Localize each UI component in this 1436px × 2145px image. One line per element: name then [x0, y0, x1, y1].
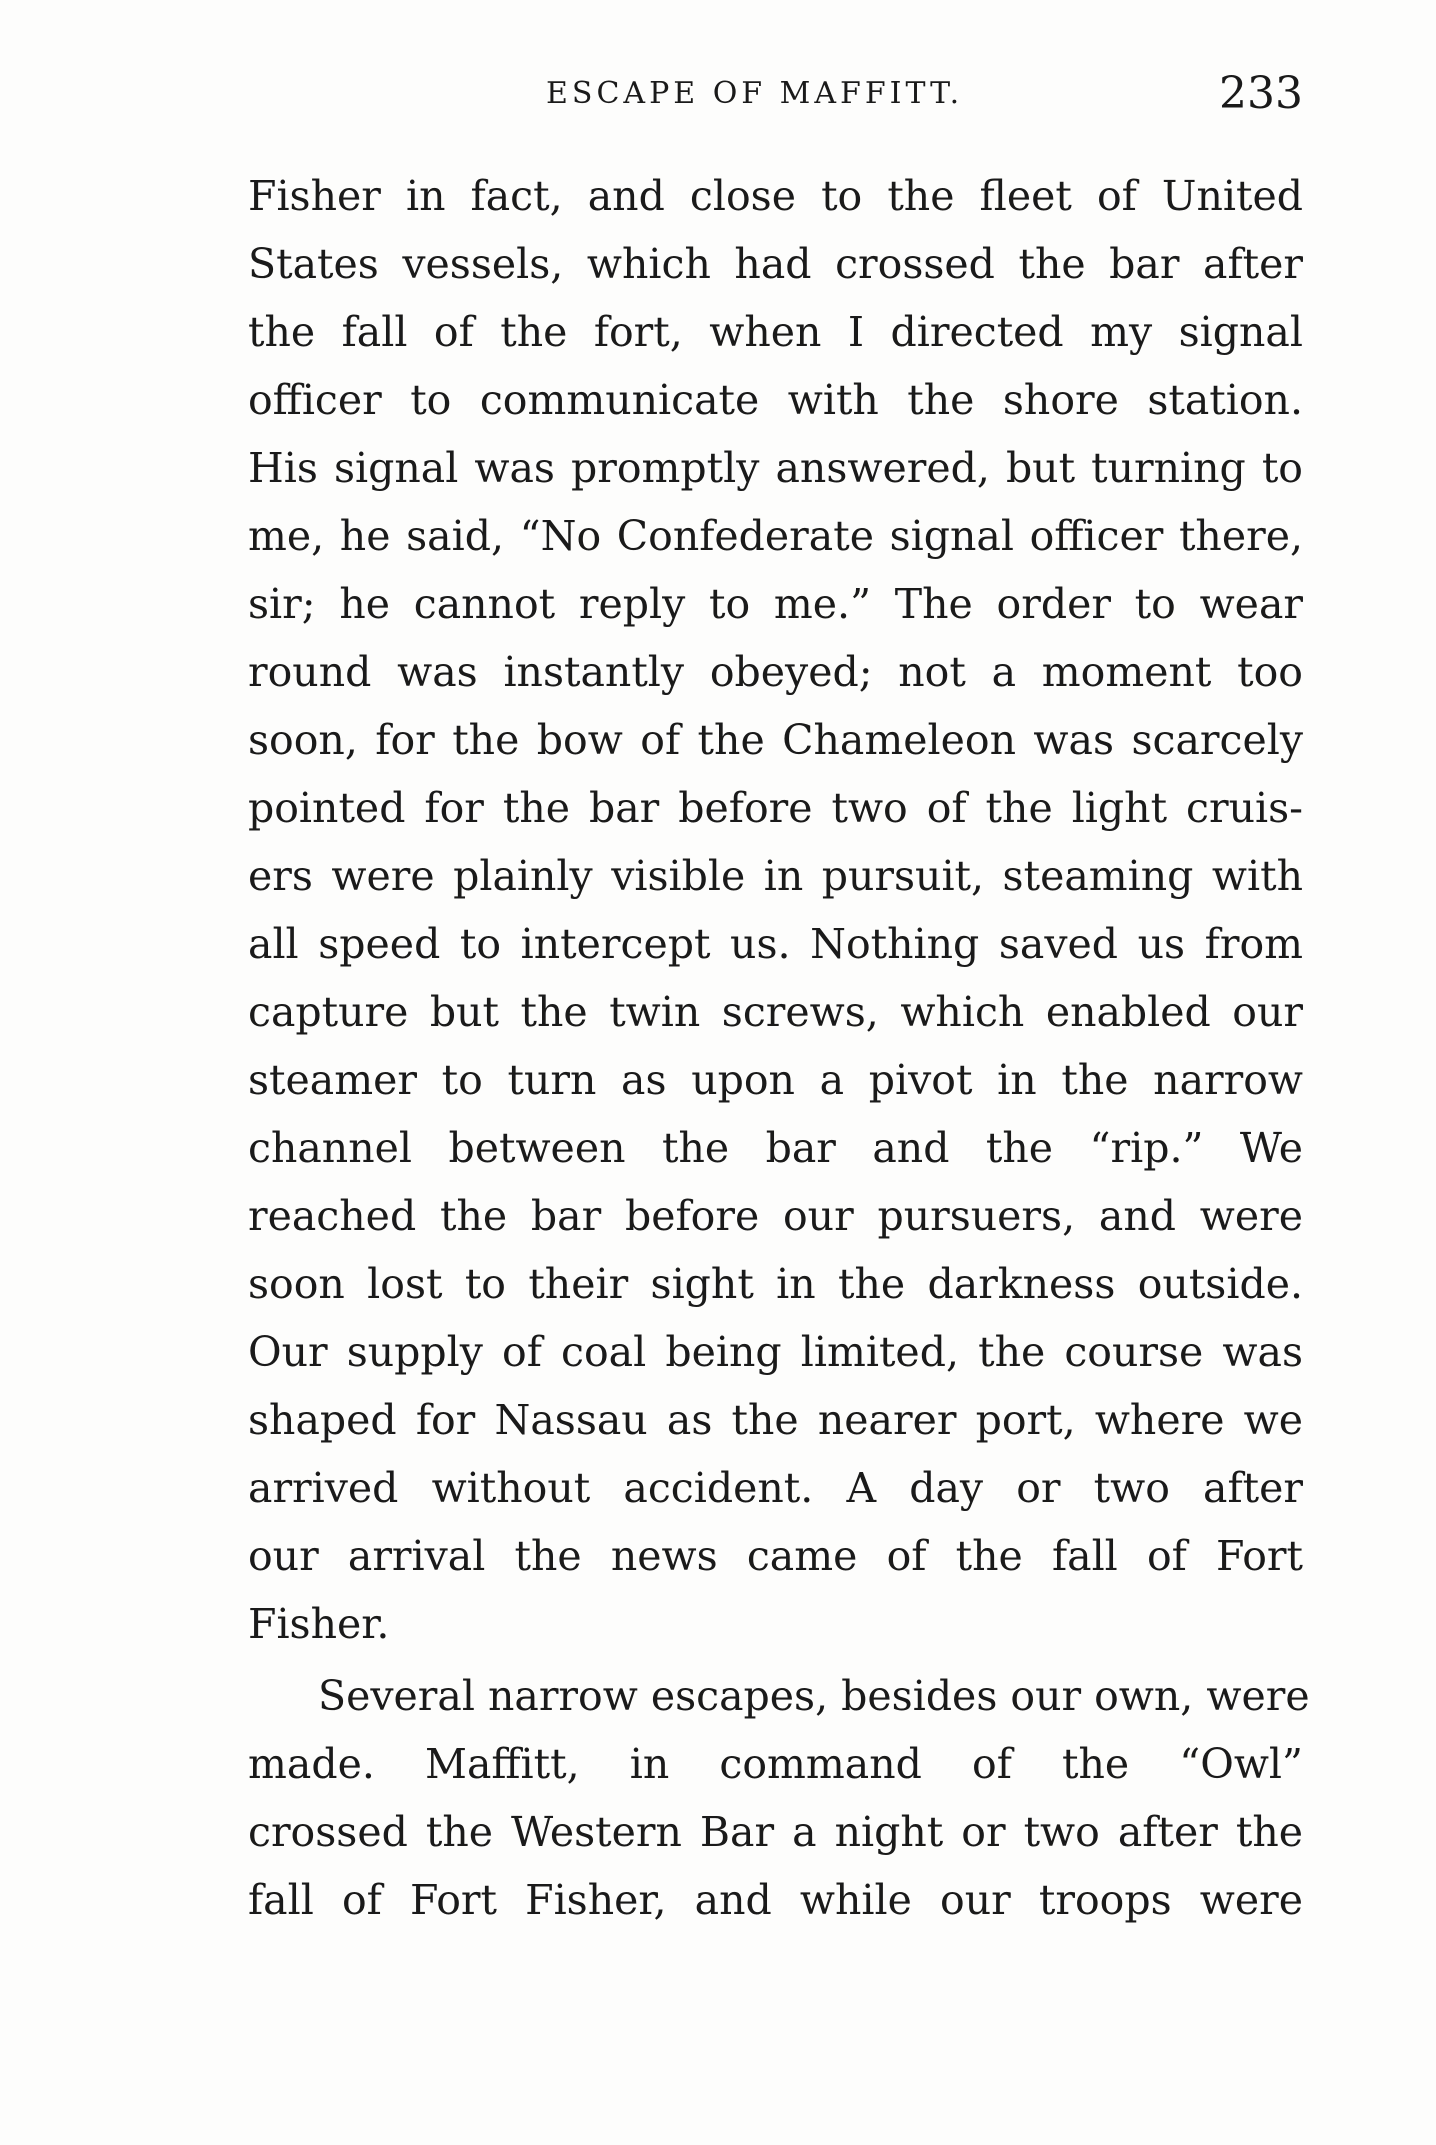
text-line: soon, for the bow of the Chameleon was scarcely: [248, 716, 1303, 764]
text-line: reached the bar before our pursuers, and were: [248, 1192, 1303, 1240]
text-line: channel between the bar and the “rip.” We: [248, 1124, 1303, 1172]
paragraph-1: [248, 162, 1303, 1658]
text-line: Fisher in fact, and close to the fleet of United: [248, 172, 1303, 220]
text-line: arrived without accident. A day or two after: [248, 1464, 1303, 1512]
text-line: Fisher.: [248, 1600, 390, 1648]
text-line: ers were plainly visible in pursuit, steaming with: [248, 852, 1303, 900]
text-line: pointed for the bar before two of the light cruis-: [248, 784, 1303, 832]
text-line: Our supply of coal being limited, the course was: [248, 1328, 1303, 1376]
text-line: our arrival the news came of the fall of Fort: [248, 1532, 1303, 1580]
running-head: [248, 66, 1303, 126]
text-line: steamer to turn as upon a pivot in the narrow: [248, 1056, 1303, 1104]
text-line: capture but the twin screws, which enabled our: [248, 988, 1303, 1036]
text-line: States vessels, which had crossed the bar after: [248, 240, 1303, 288]
text-line: all speed to intercept us. Nothing saved us from: [248, 920, 1303, 968]
text-line: round was instantly obeyed; not a moment too: [248, 648, 1303, 696]
text-line: me, he said, “No Confederate signal officer there,: [248, 512, 1303, 560]
body-text: [248, 162, 1310, 1934]
text-line: shaped for Nassau as the nearer port, where we: [248, 1396, 1303, 1444]
text-line: fall of Fort Fisher, and while our troops were: [248, 1876, 1303, 1924]
text-line: sir; he cannot reply to me.” The order to wear: [248, 580, 1303, 628]
running-title: ESCAPE OF MAFFITT.: [546, 76, 964, 111]
text-line: the fall of the fort, when I directed my signal: [248, 308, 1303, 356]
text-line: His signal was promptly answered, but turning to: [248, 444, 1303, 492]
text-line: made. Maffitt, in command of the “Owl”: [248, 1740, 1303, 1788]
text-line: crossed the Western Bar a night or two after the: [248, 1808, 1303, 1856]
text-line: soon lost to their sight in the darkness outside.: [248, 1260, 1303, 1308]
paragraph-2: [248, 1662, 1310, 1934]
page-number: 233: [1219, 68, 1303, 119]
text-line: Several narrow escapes, besides our own, were: [318, 1672, 1310, 1720]
text-line: officer to communicate with the shore station.: [248, 376, 1303, 424]
